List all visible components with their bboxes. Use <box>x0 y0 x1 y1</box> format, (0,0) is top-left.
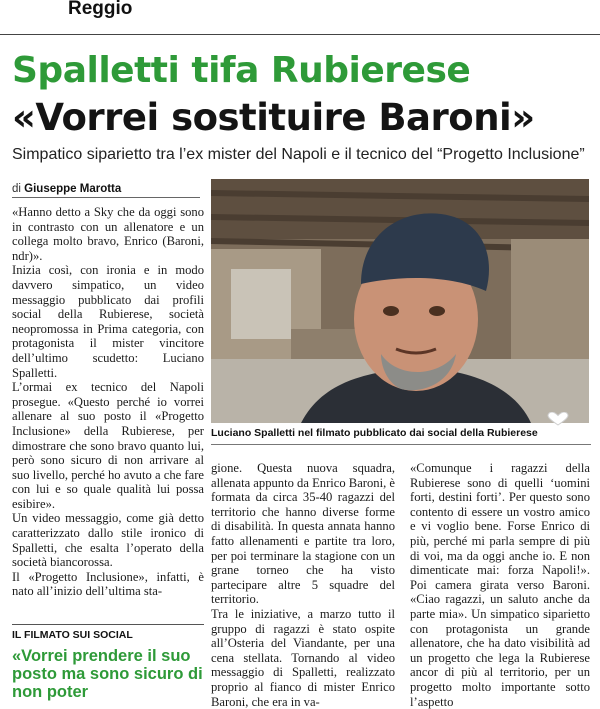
article-column-3 <box>410 461 590 709</box>
headline-line1: Spalletti tifa Rubierese <box>12 50 471 91</box>
byline <box>12 183 200 198</box>
paragraph: gione. Questa nuova squadra, allenata appunto da Enrico Baroni, è formata da circa 35-40 ragazzi del territorio che hanno diverse forme di disabilità. In questa annata hanno fatto allenamenti e partite tra loro, per poi terminare la stagione con un grane torneo che ha visto partecipare altre 5 squadre del territorio. <box>211 461 395 607</box>
paragraph: Un video messaggio, come già detto caratterizzato dallo stile ironico di Spalletti, che esalta l’operato della società biancorossa. <box>12 511 204 570</box>
byline-prefix: di <box>12 183 21 195</box>
paragraph: Inizia così, con ironia e in modo davvero simpatico, un video messaggio pubblicato dai profili social della Rubierese, società neopromossa in Prima categoria, con protagonista il mister vincitore dell’ultimo scudetto: Luciano Spalletti. <box>12 263 204 380</box>
sidebar-divider <box>12 624 204 625</box>
paragraph: «Hanno detto a Sky che da oggi sono in contrasto con un allenatore e un collega molto bravo, Enrico (Baroni, ndr)». <box>12 205 204 263</box>
sidebar-label: IL FILMATO SUI SOCIAL <box>12 629 133 641</box>
photo-caption: Luciano Spalletti nel filmato pubblicato dai social della Rubierese <box>211 427 538 439</box>
byline-author: Giuseppe Marotta <box>24 183 122 195</box>
photo-illustration <box>211 179 589 423</box>
paragraph: L’ormai ex tecnico del Napoli prosegue. «Questo perché io vorrei allenare al suo posto il «Progetto Inclusione» della Rubierese, per dimostrare che sono bravo quanto lui, però sono sicuro di non arrivare al suo livello, perché ho avuto a che fare con lui e so quale qualità lui possa esibire». <box>12 380 204 511</box>
caption-divider <box>211 444 591 445</box>
heart-icon[interactable] <box>546 412 570 426</box>
paragraph: Tra le iniziative, a marzo tutto il gruppo di ragazzi è stato ospite all’Osteria del Viandante, per una cena stellata. Tornando al video messaggio di Spalletti, realizzato proprio al fianco di mister Enrico Baroni, che era in va- <box>211 606 395 709</box>
section-divider <box>0 34 600 35</box>
subtitle: Simpatico siparietto tra l’ex mister del Napoli e il tecnico del “Progetto Inclusione” <box>12 146 585 163</box>
paragraph: «Comunque i ragazzi della Rubierese sono di quelli ‘uomini forti, destini forti’. Per questo sono contento di essere un vostro amico e vi voglio bene. Forse Enrico di più, perché mi parla sempre di più di voi, ma da oggi anche io. E non dimenticate mai: forza Napoli!». Poi camera girata verso Baroni. «Ciao ragazzi, un saluto anche da parte mia». Un simpatico siparietto con protagonista un grande allenatore, che ha dato visibilità ad un progetto che lega la Rubierese ancor di più al territorio, per un progetto molto importante sotto l’aspetto <box>410 461 590 709</box>
pull-quote: «Vorrei prendere il suo posto ma sono sicuro di non poter <box>12 647 203 701</box>
article-photo <box>211 179 589 423</box>
section-label: Reggio <box>68 0 133 19</box>
article-column-2 <box>211 461 395 709</box>
article-column-1 <box>12 205 204 599</box>
headline-line2: «Vorrei sostituire Baroni» <box>12 96 535 139</box>
paragraph: Il «Progetto Inclusione», infatti, è nato all’inizio dell’ultima sta- <box>12 569 204 599</box>
